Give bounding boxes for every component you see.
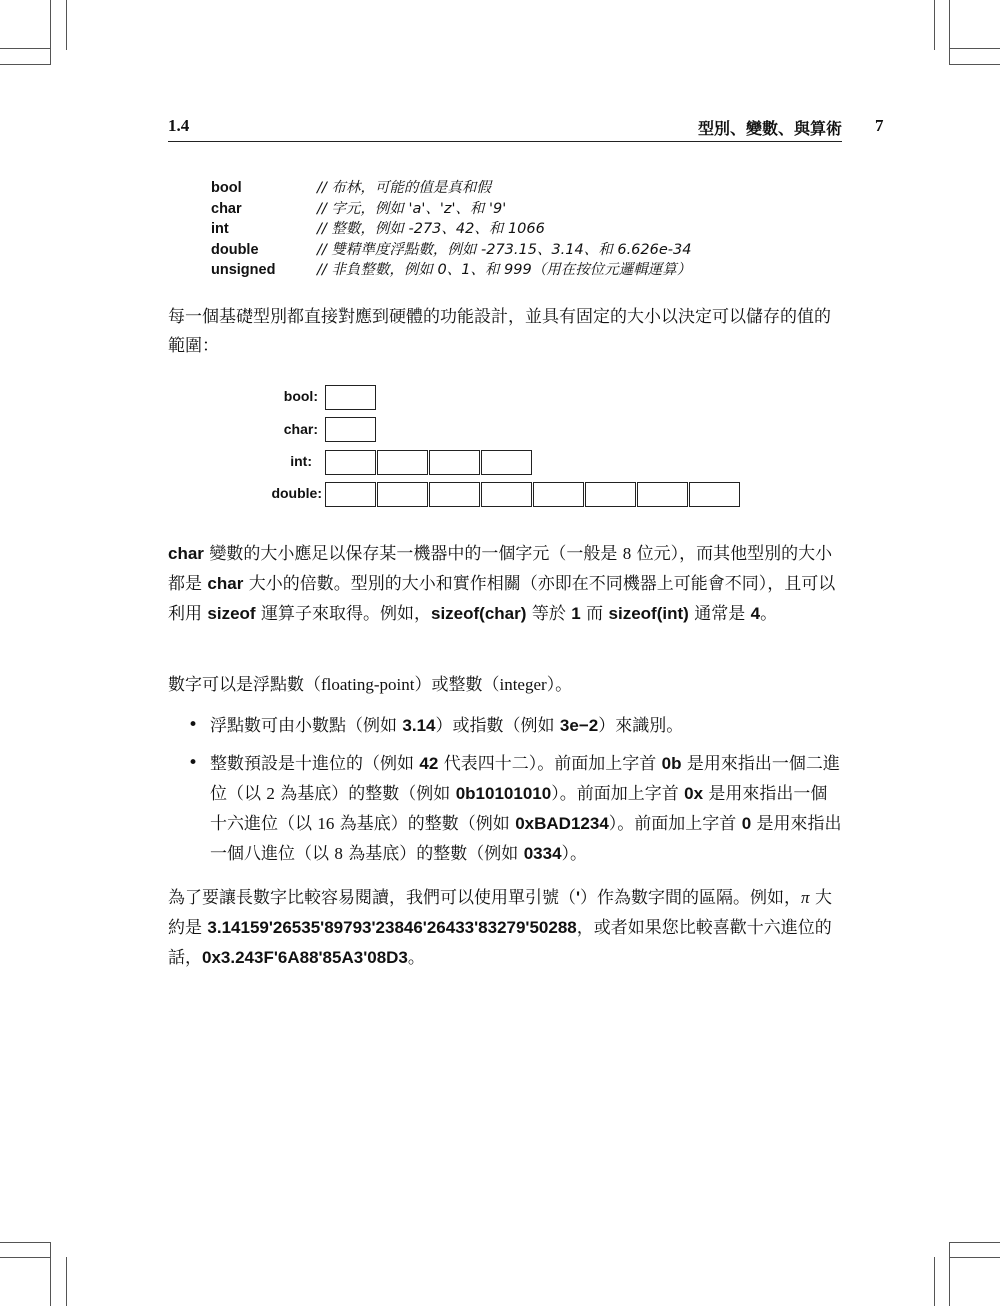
body-text: 位元），而其他型別的大小都是 bbox=[168, 544, 833, 594]
byte-cell bbox=[429, 450, 480, 475]
body-text: 代表四十二）。前面加上字首 bbox=[438, 754, 662, 774]
body-text: ，或者如果您比較喜歡十六進位的話， bbox=[168, 918, 832, 968]
body-text: 等於 bbox=[526, 604, 572, 624]
diagram-label: bool: bbox=[283, 388, 318, 404]
body-text: 8 bbox=[334, 844, 343, 863]
type-row bbox=[211, 260, 691, 281]
code-text: 1 bbox=[571, 604, 581, 623]
body-text: 為了要讓長數字比較容易閱讀，我們可以使用單引號（ bbox=[168, 888, 576, 908]
type-row bbox=[211, 199, 691, 220]
body-text: 大小的倍數。型別的大小和實作相關（亦即在不同機器上可能會不同），且可以利用 bbox=[168, 574, 836, 624]
type-name: char bbox=[211, 200, 242, 217]
diagram-label: char: bbox=[283, 421, 318, 437]
header-rule bbox=[168, 141, 842, 142]
byte-cell bbox=[325, 385, 376, 410]
term-text: integer bbox=[499, 675, 547, 694]
code-text: 0x3.243F'6A88'85A3'08D3 bbox=[202, 948, 408, 967]
bullet-marker: • bbox=[188, 715, 199, 735]
body-text: 為基底）的整數（例如 bbox=[334, 814, 516, 834]
list-item bbox=[188, 711, 842, 741]
byte-cell bbox=[637, 482, 688, 507]
section-number: 1.4 bbox=[168, 116, 190, 135]
code-text: sizeof(char) bbox=[431, 604, 527, 623]
code-text: 0xBAD1234 bbox=[515, 814, 609, 833]
body-text: 通常是 bbox=[688, 604, 751, 624]
char-size-paragraph bbox=[168, 539, 842, 629]
type-name: int bbox=[211, 221, 229, 237]
type-row bbox=[211, 240, 691, 261]
byte-cell bbox=[533, 482, 584, 507]
body-text: 運算子來取得。例如， bbox=[255, 604, 431, 624]
body-text: 是用來指出一個十六進位（以 bbox=[210, 784, 828, 834]
type-name: bool bbox=[211, 180, 242, 196]
term-text: floating-point bbox=[321, 675, 415, 694]
code-text: 3e−2 bbox=[559, 716, 599, 735]
code-text: 0 bbox=[741, 814, 752, 833]
body-text: ）或指數（例如 bbox=[435, 716, 560, 736]
intro-paragraph: 每一個基礎型別都直接對應到硬體的功能設計，並具有固定的大小以決定可以儲存的值的範圍： bbox=[168, 307, 831, 356]
body-text: 16 bbox=[317, 814, 335, 833]
body-text: 而 bbox=[580, 604, 609, 624]
code-text: char bbox=[207, 574, 244, 593]
body-text: ）作為數字間的區隔。例如， bbox=[580, 888, 802, 908]
type-name: double bbox=[211, 241, 259, 258]
body-text: 浮點數可由小數點（例如 bbox=[210, 716, 403, 736]
body-text: 數字可以是浮點數（ bbox=[168, 675, 321, 695]
type-row bbox=[211, 219, 691, 240]
code-text: 42 bbox=[419, 754, 439, 773]
body-text: ）。 bbox=[546, 675, 573, 695]
digit-separator-paragraph bbox=[168, 883, 842, 973]
byte-cell bbox=[689, 482, 740, 507]
number-format-list bbox=[188, 711, 842, 869]
byte-cell bbox=[429, 482, 480, 507]
code-text: 0x bbox=[684, 784, 704, 803]
byte-cell bbox=[585, 482, 636, 507]
code-text: ' bbox=[576, 888, 581, 907]
body-text: ）。前面加上字首 bbox=[608, 814, 742, 834]
body-text: 。 bbox=[760, 604, 778, 624]
type-comment: // 雙精準度浮點數，例如 -273.15、3.14、和 6.626e-34 bbox=[317, 241, 692, 258]
code-text: 3.14 bbox=[402, 716, 436, 735]
body-text: ）或整數（ bbox=[414, 675, 500, 695]
type-comment: // 非負整數，例如 0、1、和 999（用在按位元邏輯運算） bbox=[317, 262, 692, 278]
byte-cell bbox=[325, 450, 376, 475]
body-text: 。 bbox=[407, 948, 425, 968]
running-title: 型別、變數、與算術 bbox=[697, 119, 842, 138]
body-text: 為基底）的整數（例如 bbox=[342, 844, 524, 864]
body-text: ）。 bbox=[561, 844, 588, 864]
type-name: unsigned bbox=[211, 262, 276, 278]
body-text: 8 bbox=[622, 544, 632, 563]
body-text: 大約是 bbox=[168, 888, 832, 938]
diagram-label: double: bbox=[271, 485, 322, 501]
byte-cell bbox=[325, 482, 376, 507]
body-text: ）。前面加上字首 bbox=[551, 784, 685, 804]
diagram-label: int: bbox=[290, 453, 312, 469]
byte-cell bbox=[377, 482, 428, 507]
body-text: 為基底）的整數（例如 bbox=[274, 784, 456, 804]
pi-symbol: π bbox=[801, 888, 810, 907]
code-text: 0b10101010 bbox=[455, 784, 552, 803]
type-row bbox=[211, 178, 691, 199]
body-text: ）來識別。 bbox=[598, 716, 684, 736]
page-number: 7 bbox=[875, 116, 884, 135]
body-text: 2 bbox=[266, 784, 275, 803]
body-text: 整數預設是十進位的（例如 bbox=[210, 754, 420, 774]
code-text: sizeof(int) bbox=[608, 604, 689, 623]
list-item bbox=[188, 749, 842, 869]
body-text: 是用來指出一個二進位（以 bbox=[210, 754, 840, 804]
code-text: 3.14159'26535'89793'23846'26433'83279'50288 bbox=[207, 918, 577, 937]
byte-cell bbox=[325, 417, 376, 442]
code-text: 0b bbox=[661, 754, 682, 773]
type-comment: // 整數，例如 -273、42、和 1066 bbox=[317, 221, 545, 237]
body-text: 變數的大小應足以保存某一機器中的一個字元（一般是 bbox=[203, 544, 623, 564]
type-comment: // 布林，可能的值是真和假 bbox=[317, 180, 491, 196]
code-text: char bbox=[168, 544, 204, 563]
byte-cell bbox=[377, 450, 428, 475]
code-text: 4 bbox=[750, 604, 761, 623]
numbers-paragraph bbox=[168, 670, 842, 700]
byte-cell bbox=[481, 450, 532, 475]
code-text: sizeof bbox=[207, 604, 256, 623]
type-listing bbox=[211, 178, 691, 281]
bullet-marker: • bbox=[188, 753, 199, 773]
type-comment: // 字元，例如 'a'、'z'、和 '9' bbox=[317, 200, 507, 217]
code-text: 0334 bbox=[523, 844, 562, 863]
body-text: 是用來指出一個八進位（以 bbox=[210, 814, 842, 864]
byte-cell bbox=[481, 482, 532, 507]
